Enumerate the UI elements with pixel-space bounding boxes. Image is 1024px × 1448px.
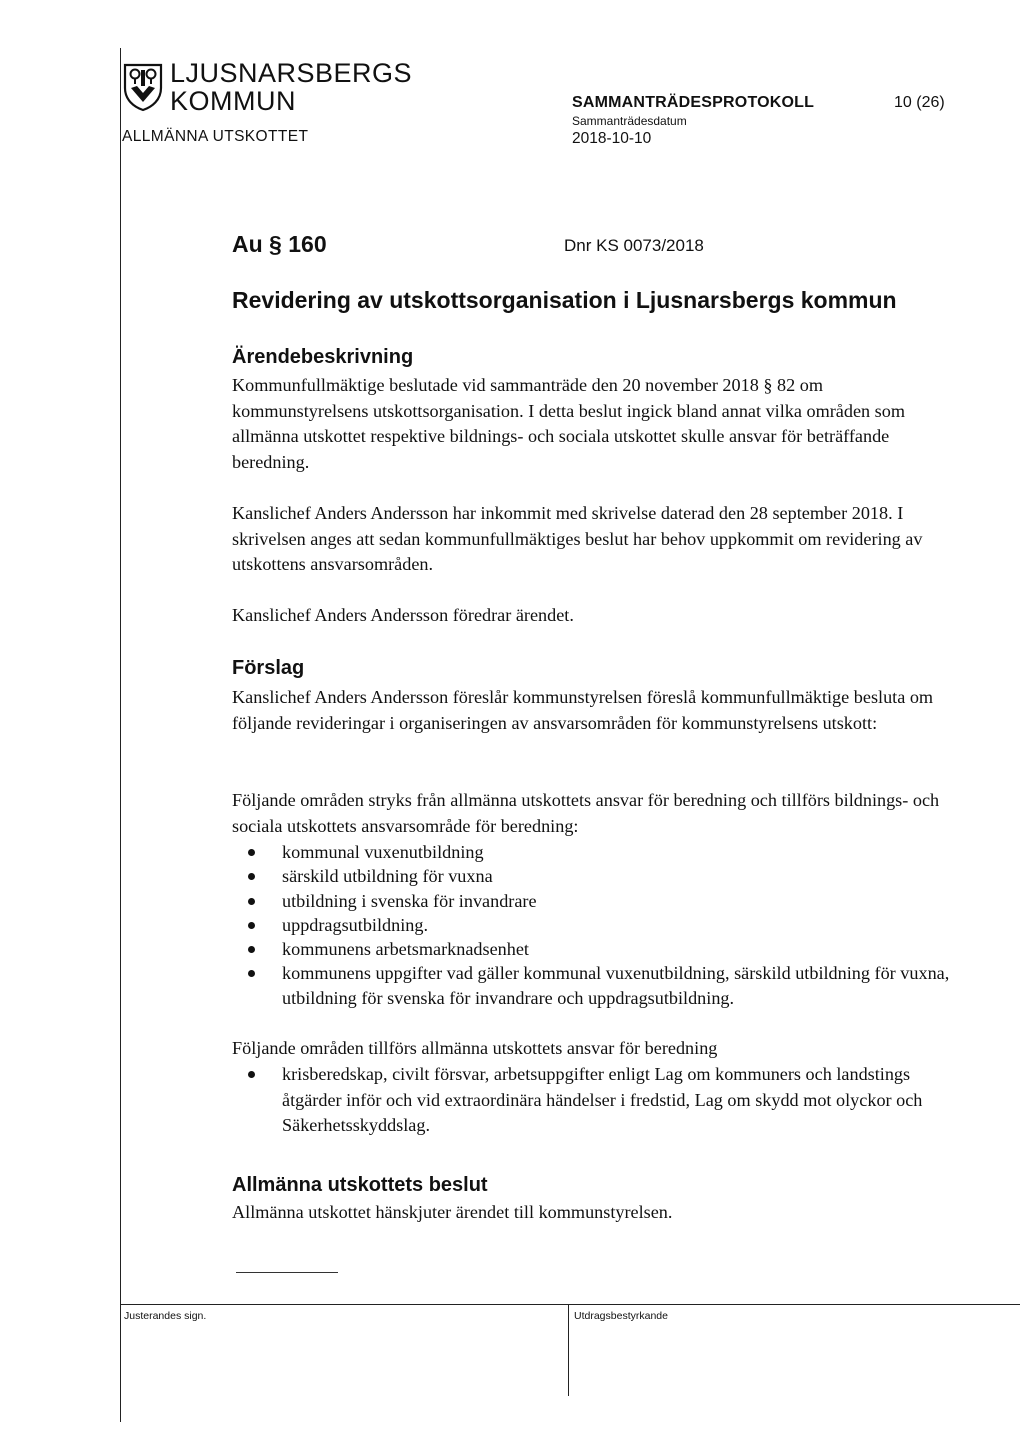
signature-divider [568, 1304, 569, 1396]
meeting-date-label: Sammanträdesdatum [572, 114, 687, 128]
meeting-date: 2018-10-10 [572, 130, 652, 147]
list-item: utbildning i svenska för invandrare [232, 889, 962, 913]
paragraph-forslag-1: Kanslichef Anders Andersson föreslår kommunstyrelsen föreslå kommunfullmäktige besluta om följande revideringar i organiseringen av ansvarsområden för kommunstyrelsens utskott: [232, 687, 934, 733]
list-item: kommunens arbetsmarknadsenhet [232, 937, 962, 961]
bullet-icon [248, 849, 255, 856]
bullet-icon [248, 970, 255, 977]
org-name-line1: LJUSNARSBERGS [170, 58, 413, 88]
list-item: särskild utbildning för vuxna [232, 864, 962, 888]
page-title: Revidering av utskottsorganisation i Ljusnarsbergs kommun [232, 287, 897, 313]
section-number: Au § 160 [232, 231, 327, 257]
signature-short-rule [236, 1272, 338, 1273]
page-number: 10 (26) [894, 94, 945, 111]
bullet-icon [248, 873, 255, 880]
municipal-coat-of-arms-icon [122, 62, 164, 112]
paragraph-beslut: Allmänna utskottet hänskjuter ärendet till kommunstyrelsen. [232, 1202, 673, 1222]
justerandes-sign-label: Justerandes sign. [124, 1310, 207, 1322]
document-type: SAMMANTRÄDESPROTOKOLL [572, 94, 815, 111]
paragraph-forslag-2: Följande områden stryks från allmänna utskottets ansvar för beredning och tillförs bildnings- och sociala utskottets ansvarsområde för beredning: [232, 790, 940, 836]
committee-name: ALLMÄNNA UTSKOTTET [122, 128, 309, 145]
page-frame-left-rule [120, 48, 121, 1422]
list-item: kommunal vuxenutbildning [232, 840, 962, 864]
heading-forslag: Förslag [232, 657, 305, 679]
signature-row-rule [120, 1304, 1020, 1305]
paragraph-arende-2: Kanslichef Anders Andersson har inkommit med skrivelse daterad den 28 september 2018. I skrivelsen anges att sedan kommunfullmäktiges beslut har behov uppkommit om revidering av utskottens ansvarsområden. [232, 503, 923, 574]
bullet-icon [248, 1071, 255, 1078]
paragraph-arende-1: Kommunfullmäktige beslutade vid sammanträde den 20 november 2018 § 82 om kommunstyrelsens utskottsorganisation. I detta beslut ingick bland annat vilka områden som allmänna utskottet respektive bildnings- och sociala utskottet skulle ansvar för beträffande beredning. [232, 375, 905, 472]
paragraph-forslag-3: Följande områden tillförs allmänna utskottets ansvar för beredning [232, 1038, 718, 1058]
list-item: uppdragsutbildning. [232, 913, 962, 937]
bullet-icon [248, 946, 255, 953]
list-item: kommunens uppgifter vad gäller kommunal vuxenutbildning, särskild utbildning för vuxna, utbildning för svenska för invandrare och uppdragsutbildning. [232, 961, 962, 1010]
heading-arendebeskrivning: Ärendebeskrivning [232, 346, 414, 368]
list-moved-areas [232, 840, 962, 1010]
utdragsbestyrkande-label: Utdragsbestyrkande [574, 1310, 668, 1322]
bullet-icon [248, 922, 255, 929]
diary-number: Dnr KS 0073/2018 [564, 236, 704, 255]
paragraph-arende-3: Kanslichef Anders Andersson föredrar ärendet. [232, 605, 574, 625]
bullet-icon [248, 898, 255, 905]
list-added-areas [232, 1062, 962, 1139]
org-name-line2: KOMMUN [170, 86, 296, 116]
list-item: krisberedskap, civilt försvar, arbetsuppgifter enligt Lag om kommuners och landstings åtgärder inför och vid extraordinära händelser i fredstid, Lag om skydd mot olyckor och Säkerhetsskyddslag. [232, 1062, 962, 1139]
heading-beslut: Allmänna utskottets beslut [232, 1174, 488, 1196]
